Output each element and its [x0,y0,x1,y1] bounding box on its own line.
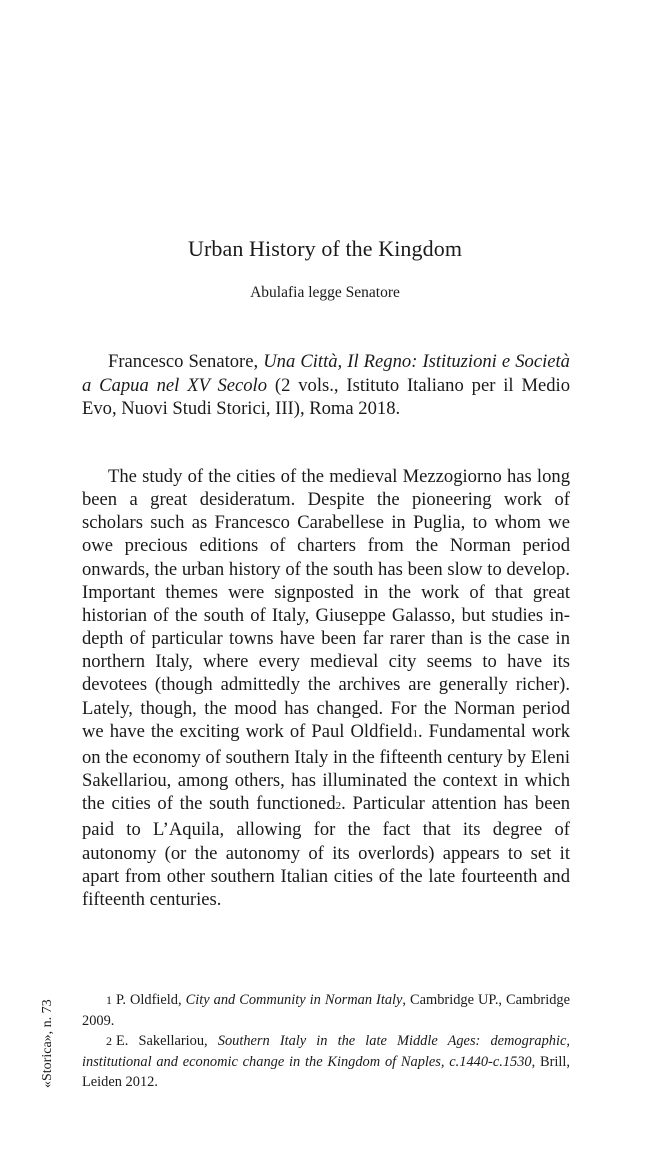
footnote-ref-2[interactable]: 2 [335,800,342,813]
footnote-2 [82,1031,570,1093]
footnote-author: P. Oldfield, [116,992,182,1008]
footnote-number: 1 [106,993,112,1007]
footnote-1 [82,990,570,1031]
footnotes [82,990,570,1093]
footnote-rest: , Cambridge UP., Cambridge 2009. [82,992,570,1029]
footnote-number: 2 [106,1034,112,1048]
page-title: Urban History of the Kingdom [187,236,463,261]
body-text-part1: The study of the cities of the medieval Mezzogiorno has long been a great desideratum. Despite the pioneering work of scholars such as Francesco Carabellese in Puglia, to whom we owe precious editions of charters from the Norman period onwards, the urban history of the south has been slow to develop. Important themes were signposted in the work of that great historian of the south of Italy, Giuseppe Galasso, but studies in-depth of particular towns have been far rarer than is the case in northern Italy, where every medieval city seems to have its devotees (though admittedly the archives are generally richer). Lately, though, the mood has changed. For the Norman period we have the exciting work of Paul Oldfield [82,466,570,742]
body-text-part3: . Particular attention has been paid to L’Aquila, allowing for the fact that its degree of autonomy (or the autonomy of its overlords) appears to set it apart from other southern Italian cities of the late fourteenth and fifteenth centuries. [82,793,570,910]
body-text-part2: . Fundamental work on the economy of southern Italy in the fifteenth century by Eleni Sakellariou, among others, has illuminated the context in which the cities of the south functioned [82,720,570,815]
page-subtitle: Abulafia legge Senatore [250,284,400,301]
citation-author: Francesco Senatore, [108,351,259,372]
footnote-ref-1[interactable]: 1 [412,727,418,740]
book-citation [82,350,570,421]
footnote-title: City and Community in Norman Italy [185,992,403,1008]
footnote-rest: , Brill, Leiden 2012. [82,1053,570,1090]
body-paragraph [82,465,570,911]
footnote-author: E. Sakellariou, [116,1033,208,1049]
citation-details: (2 vols., Istituto Italiano per il Medio Evo, Nuovi Studi Storici, III), Roma 2018. [82,374,571,420]
citation-title: Una Città, Il Regno: Istituzioni e Società a Capua nel XV Secolo [82,351,570,396]
footnote-title: Southern Italy in the late Middle Ages: demographic, institutional and economic change in the Kingdom of Naples, c.1440-c.1530 [82,1033,570,1070]
journal-side-label: «Storica», n. 73 [40,999,55,1088]
